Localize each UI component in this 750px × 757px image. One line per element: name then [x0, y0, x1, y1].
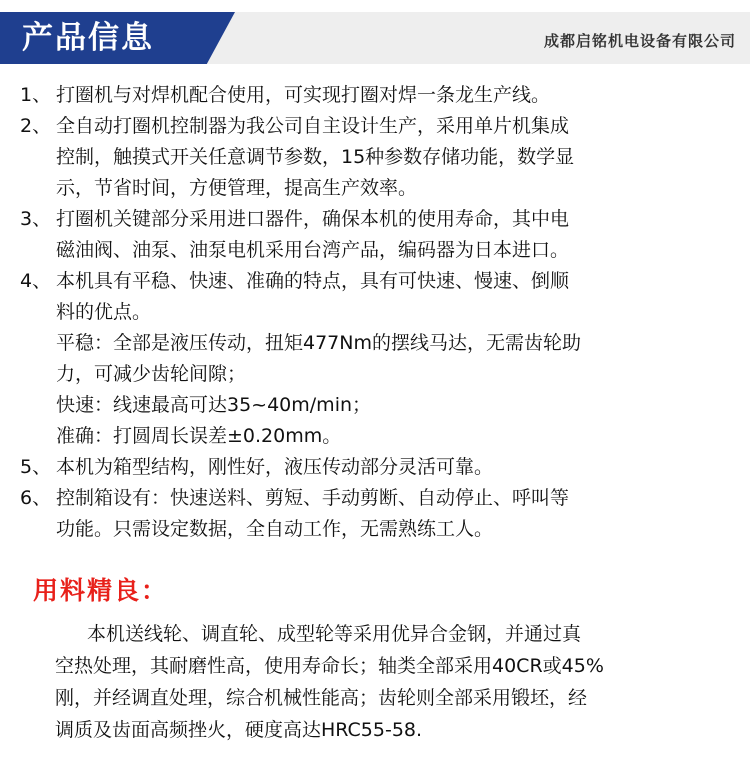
item-text: 控制，触摸式开关任意调节参数，15种参数存储功能，数学显: [56, 146, 575, 168]
item-text: 示，节省时间，方便管理，提高生产效率。: [56, 177, 418, 199]
item-text: 打圈机关键部分采用进口器件，确保本机的使用寿命，其中电: [56, 208, 570, 230]
page-title: 产品信息: [22, 20, 154, 56]
sub-line: 准确：打圆周长误差±0.20mm。: [56, 425, 342, 447]
item-number: 2、: [20, 115, 52, 137]
sub-line: 平稳：全部是液压传动，扭矩477Nm的摆线马达，无需齿轮助: [56, 332, 581, 354]
header-banner: [0, 0, 750, 70]
material-section-title: 用料精良：: [33, 576, 169, 605]
list-item: [20, 452, 738, 483]
list-item: [20, 483, 738, 545]
list-item: [20, 266, 738, 328]
list-item: [20, 80, 738, 111]
item-text: 磁油阀、油泵、油泵电机采用台湾产品，编码器为日本进口。: [56, 239, 570, 261]
list-item: [20, 111, 738, 204]
item-text: 打圈机与对焊机配合使用，可实现打圈对焊一条龙生产线。: [56, 84, 551, 106]
item-number: 4、: [20, 270, 52, 292]
item-number: 5、: [20, 456, 52, 478]
item-text: 功能。只需设定数据，全自动工作，无需熟练工人。: [56, 518, 494, 540]
item-text: 料的优点。: [56, 301, 152, 323]
item-number: 3、: [20, 208, 52, 230]
paragraph-line: 调质及齿面高频挫火，硬度高达HRC55-58.: [55, 719, 423, 741]
material-paragraph: [55, 618, 745, 746]
item-text: 全自动打圈机控制器为我公司自主设计生产，采用单片机集成: [56, 115, 570, 137]
item-number: 1、: [20, 84, 52, 106]
item-text: 本机具有平稳、快速、准确的特点，具有可快速、慢速、倒顺: [56, 270, 570, 292]
item-text: 控制箱设有：快速送料、剪短、手动剪断、自动停止、呼叫等: [56, 487, 570, 509]
item-number: 6、: [20, 487, 52, 509]
paragraph-line: 刚，并经调直处理，综合机械性能高；齿轮则全部采用锻坯，经: [55, 687, 588, 709]
item-text: 本机为箱型结构，刚性好，液压传动部分灵活可靠。: [56, 456, 494, 478]
paragraph-line: 本机送线轮、调直轮、成型轮等采用优异合金钢，并通过真: [87, 623, 582, 645]
feature-list: [20, 80, 738, 545]
sub-line: 快速：线速最高可达35~40m/min；: [56, 394, 372, 416]
sub-line: 力，可减少齿轮间隙；: [56, 363, 247, 385]
list-item: [20, 204, 738, 266]
paragraph-line: 空热处理，其耐磨性高，使用寿命长；轴类全部采用40CR或45%: [55, 655, 604, 677]
company-name: 成都启铭机电设备有限公司: [543, 32, 736, 50]
